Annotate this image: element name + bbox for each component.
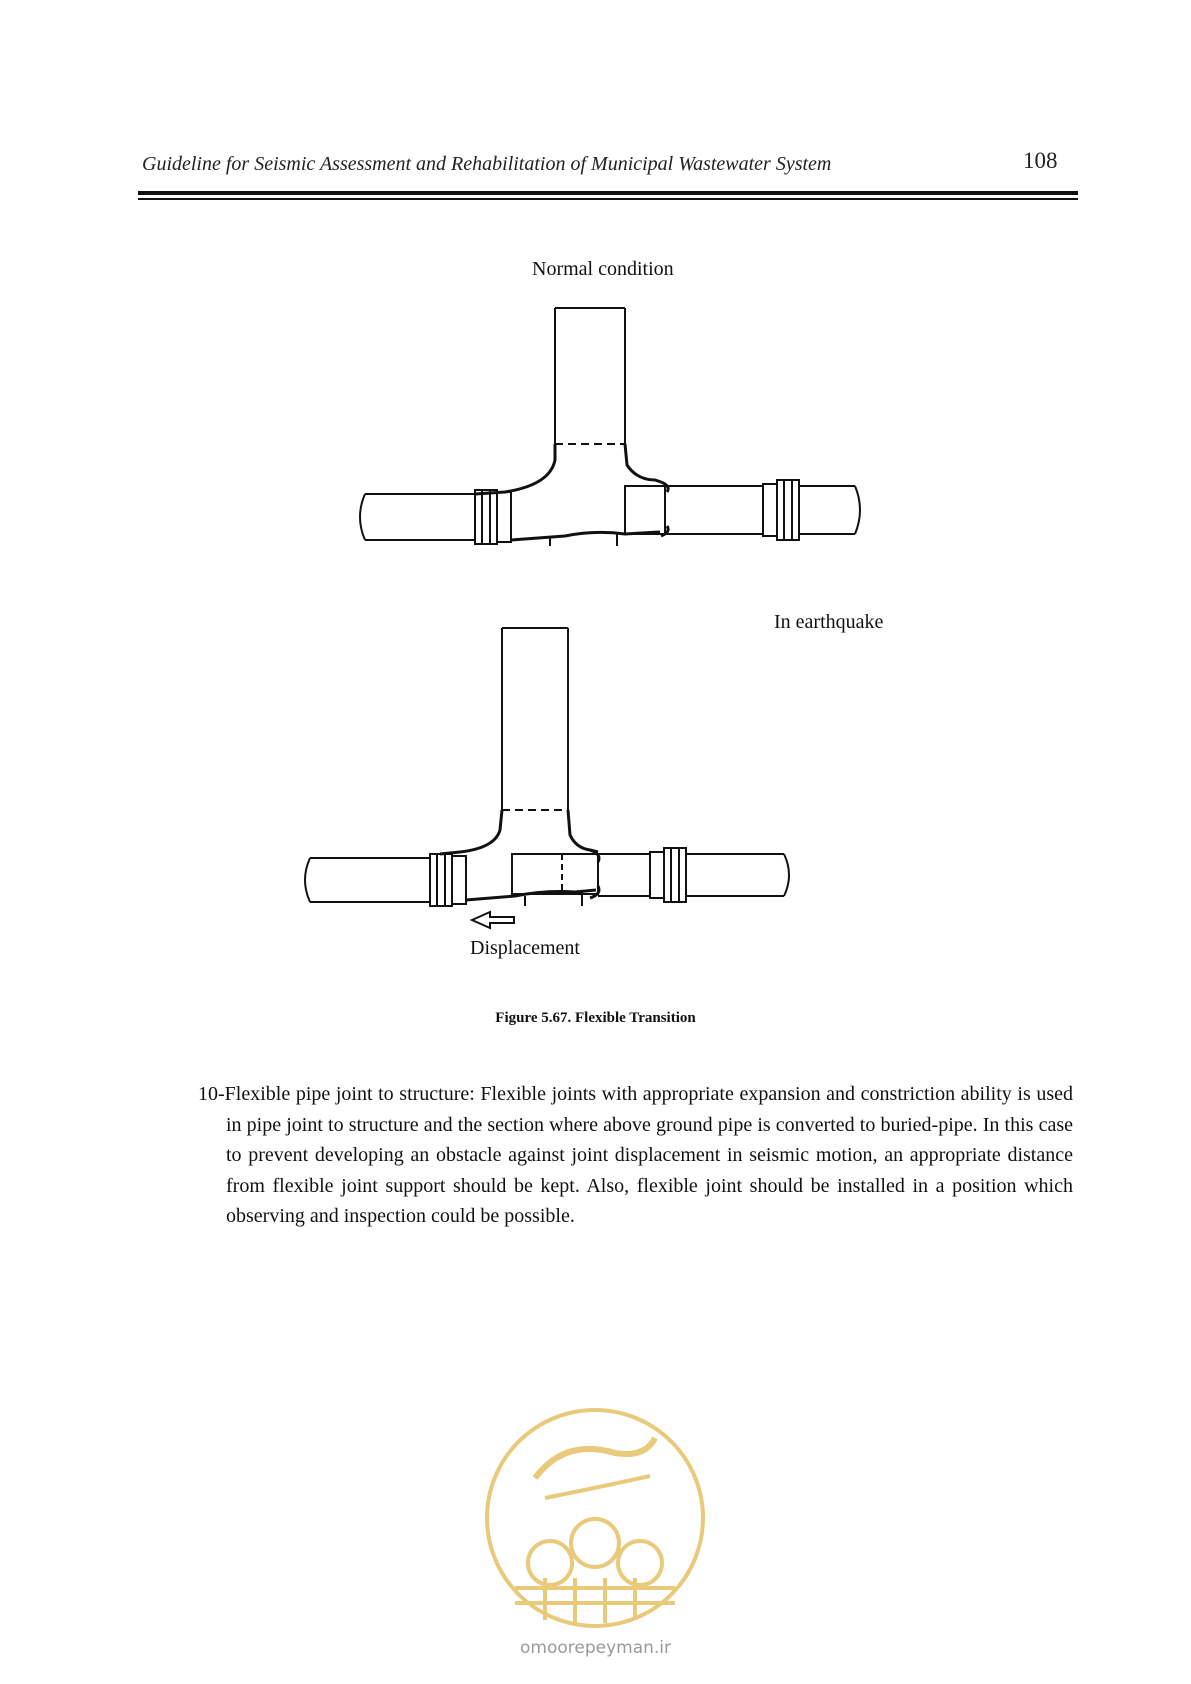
- figure-caption: Figure 5.67. Flexible Transition: [495, 1010, 696, 1026]
- header-rule-thin: [138, 198, 1078, 200]
- diagram-in-earthquake: [300, 620, 820, 950]
- header-rule: [138, 191, 1078, 195]
- label-in-earthquake: In earthquake: [774, 611, 884, 633]
- page-number: 108: [1023, 148, 1058, 173]
- diagram-normal-condition: [355, 300, 875, 560]
- seal-website-text: omoorepeyman.ir: [519, 1638, 672, 1658]
- label-displacement: Displacement: [470, 937, 580, 959]
- body-paragraph: 10-Flexible pipe joint to structure: Flexible joints with appropriate expansion and constriction ability is used in pipe joint to structure and the section where above ground pipe is converted to buried-pipe. In this case to prevent developing an obstacle against joint displacement in seismic motion, an appropriate distance from flexible joint support should be kept. Also, flexible joint should be installed in a position which observing and inspection could be possible.: [198, 1083, 1073, 1227]
- seal-logo-icon: [475, 1398, 715, 1638]
- header-title: Guideline for Seismic Assessment and Rehabilitation of Municipal Wastewater System: [142, 153, 832, 175]
- label-normal-condition: Normal condition: [532, 258, 674, 280]
